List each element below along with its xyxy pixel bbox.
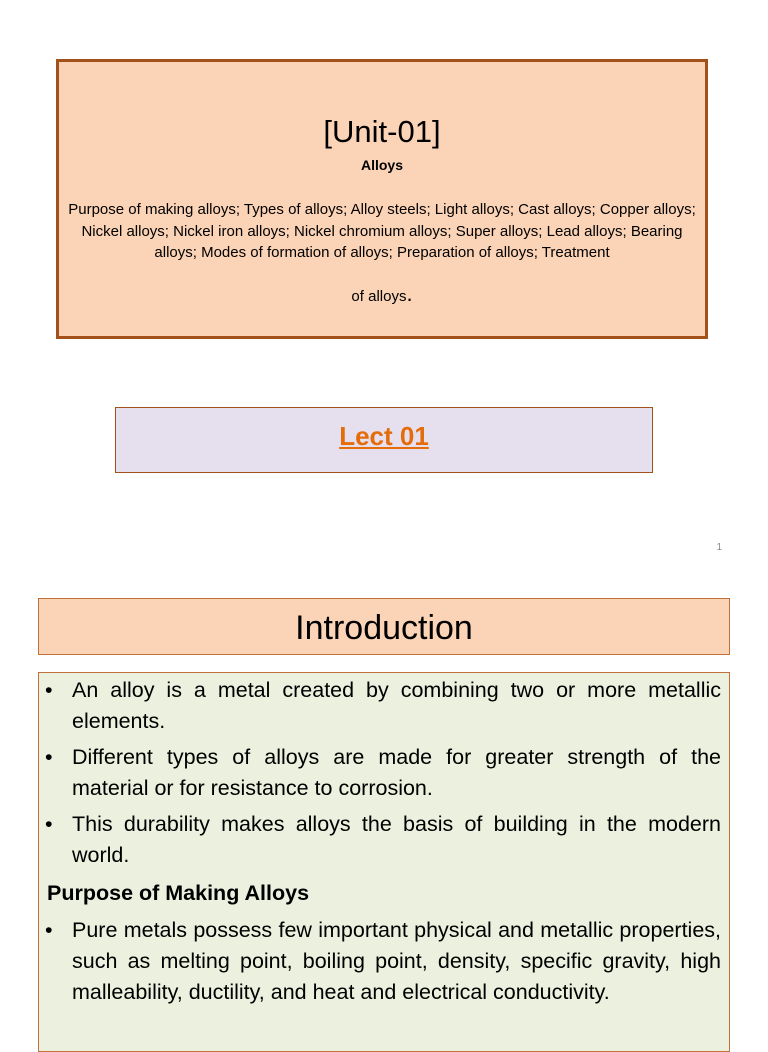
unit-subtitle: Alloys	[360, 157, 403, 173]
intro-bullet-list	[39, 675, 729, 876]
slide-2	[0, 576, 768, 1024]
purpose-bullet-list	[39, 915, 729, 1013]
unit-description-end	[59, 283, 705, 307]
bullet-item: • Pure metals possess few important physical and metallic properties, such as melting point, boiling point, density, specific gravity, high malleability, ductility, and heat and electrical conductivity.	[39, 915, 729, 1008]
lecture-box	[115, 407, 653, 473]
section-heading: Purpose of Making Alloys	[47, 881, 310, 905]
bullet-item: • Different types of alloys are made for greater strength of the material or for resistance to corrosion.	[39, 742, 729, 804]
bullet-item: • This durability makes alloys the basis of building in the modern world.	[39, 809, 729, 871]
unit-description: Purpose of making alloys; Types of alloys; Alloy steels; Light alloys; Cast alloys; Copper alloys; Nickel alloys; Nickel iron alloys; Nickel chromium alloys; Super alloys; Lead alloys; Bearing alloys; Modes of formation of alloys; Preparation of alloys; Treatment	[68, 201, 696, 261]
unit-description-end-text: of alloys	[351, 288, 407, 305]
unit-title: [Unit-01]	[323, 114, 441, 149]
lecture-link[interactable]: Lect 01	[339, 421, 429, 451]
bullet-item: • An alloy is a metal created by combining two or more metallic elements.	[39, 675, 729, 737]
slide-number: 1	[716, 542, 722, 553]
introduction-content-box	[38, 672, 730, 1052]
unit-description-end-punct: .	[406, 281, 413, 306]
introduction-header-box	[38, 598, 730, 655]
unit-title-box	[56, 59, 708, 339]
introduction-title: Introduction	[295, 609, 473, 647]
